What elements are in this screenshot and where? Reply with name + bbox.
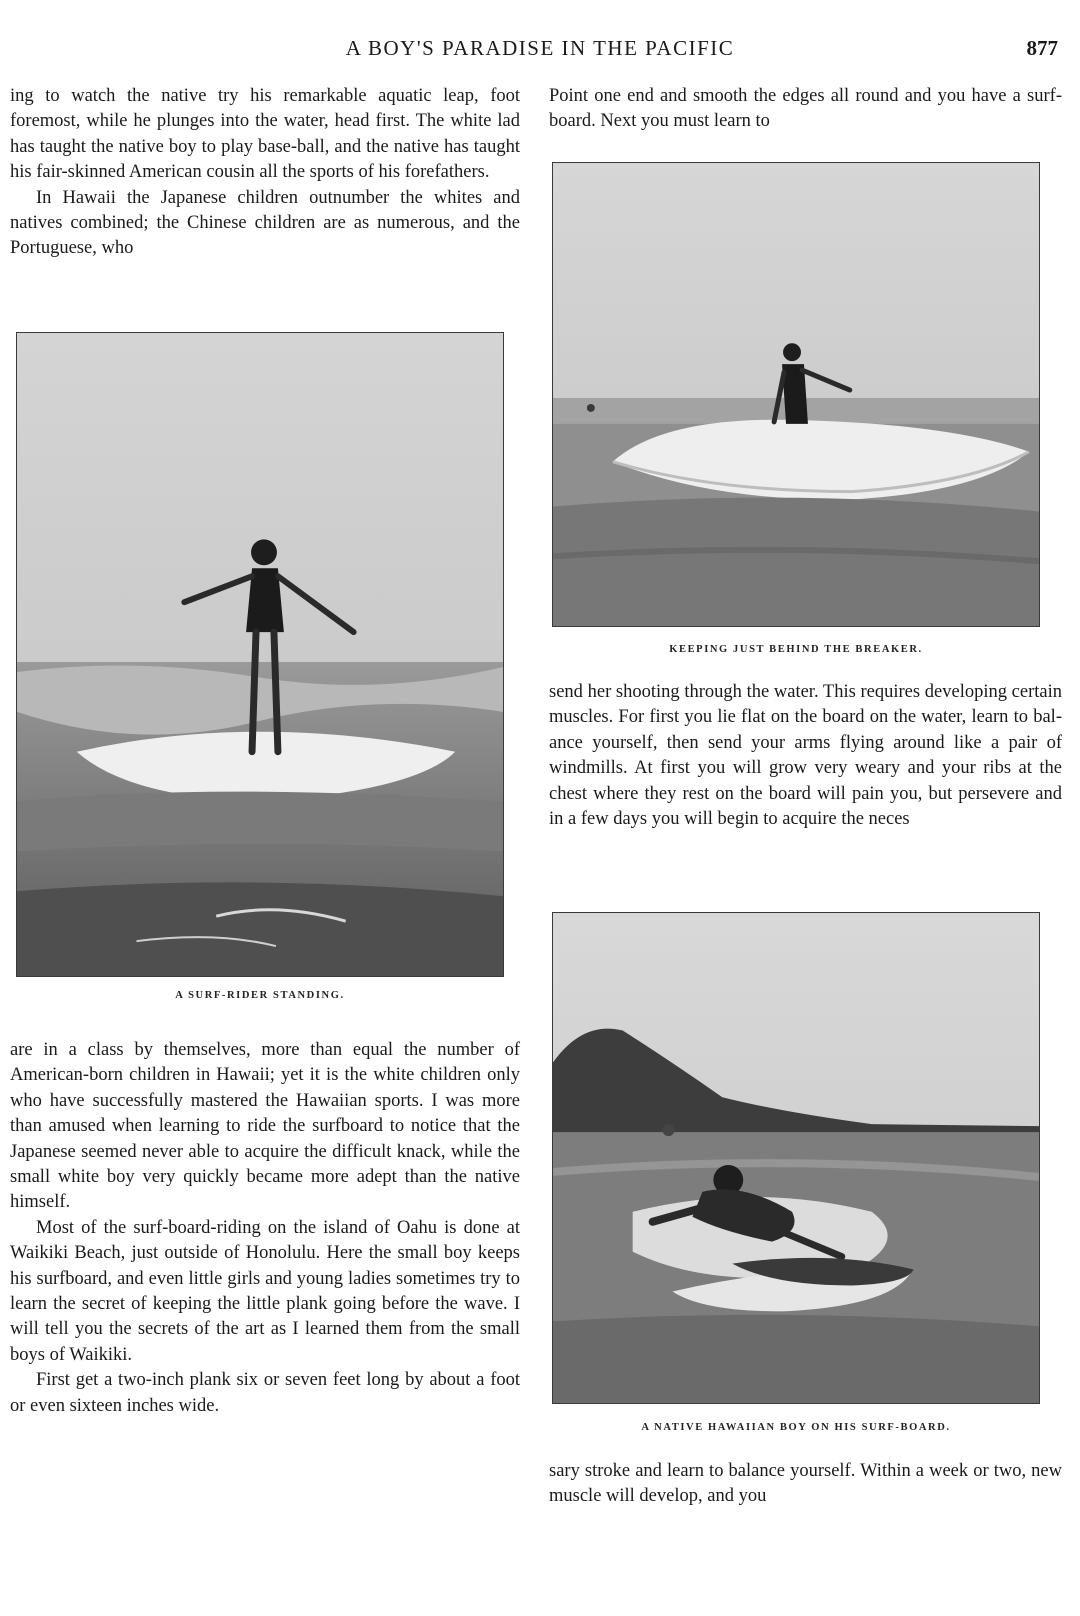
right-text-bottom: [549, 1459, 1062, 1510]
paragraph-plank: First get a two-inch plank six or seven feet long by about a foot or even sixteen inches wide.: [10, 1370, 520, 1416]
native-boy-image: [553, 913, 1039, 1403]
paragraph-sary-stroke: sary stroke and learn to balance yourself. Within a week or two, new muscle will develop, and you: [549, 1461, 1062, 1507]
surf-rider-standing-image: [17, 333, 503, 976]
caption-behind-breaker: KEEPING JUST BEHIND THE BREAKER.: [669, 644, 923, 655]
paragraph-class-by-themselves: are in a class by themselves, more than equal the number of American-born children in Hawaii; yet it is the white children only who have successfully mastered the Hawaiian sports. I was more than amused when learning to ride the surfboard to notice that the Japanese seemed never able to acquire the difficult knack, while the small white boy very quickly became more adept than the native himself.: [10, 1040, 520, 1213]
caption-native-boy: A NATIVE HAWAIIAN BOY ON HIS SURF-BOARD.: [641, 1422, 951, 1433]
paragraph-continued: ing to watch the native try his remarkable aquatic leap, foot foremost, while he plunges into the water, head first. The white lad has taught the native boy to play base-ball, and the native has taught his fair-skinned American cousin all the sports of his forefathers.: [10, 86, 520, 183]
running-title: A BOY'S PARADISE IN THE PACIFIC: [345, 36, 735, 60]
right-text-middle: [549, 680, 1062, 832]
caption-surf-rider-standing: A SURF-RIDER STANDING.: [175, 990, 345, 1001]
left-text-bottom: [10, 1038, 520, 1419]
paragraph-waikiki: Most of the surf-board-riding on the island of Oahu is done at Waikiki Beach, just outside of Honolulu. Here the small boy keeps his surfboard, and even little girls and young ladies sometimes try to learn the secret of keeping the little plank going before the wave. I will tell you the secrets of the art as I learned them from the small boys of Waikiki.: [10, 1217, 520, 1365]
photo-surf-rider-standing: [16, 332, 504, 977]
paragraph-point-one-end: Point one end and smooth the edges all round and you have a surf-board. Next you must learn to: [549, 86, 1062, 132]
right-text-top: [549, 84, 1062, 135]
page-number: 877: [1026, 36, 1058, 60]
left-text-top: [10, 84, 520, 262]
paragraph-send-her-shooting: send her shooting through the water. This requires developing certain muscles. For first you lie flat on the board on the water, learn to balance yourself, then send your arms flying around like a pair of windmills. At first you will grow very weary and your ribs at the chest where they rest on the board will pain you, but persevere and in a few days you will begin to acquire the neces: [549, 682, 1062, 830]
figure-native-boy: [552, 912, 1040, 1452]
running-head: [0, 36, 1080, 68]
figure-surf-rider-standing: [16, 332, 504, 1032]
photo-native-boy: [552, 912, 1040, 1404]
photo-behind-breaker: [552, 162, 1040, 627]
figure-behind-breaker: [552, 162, 1040, 667]
behind-breaker-image: [553, 163, 1039, 626]
paragraph-hawaii-children: In Hawaii the Japanese children outnumber the whites and natives combined; the Chinese children are as numerous, and the Portuguese, who: [10, 187, 520, 259]
